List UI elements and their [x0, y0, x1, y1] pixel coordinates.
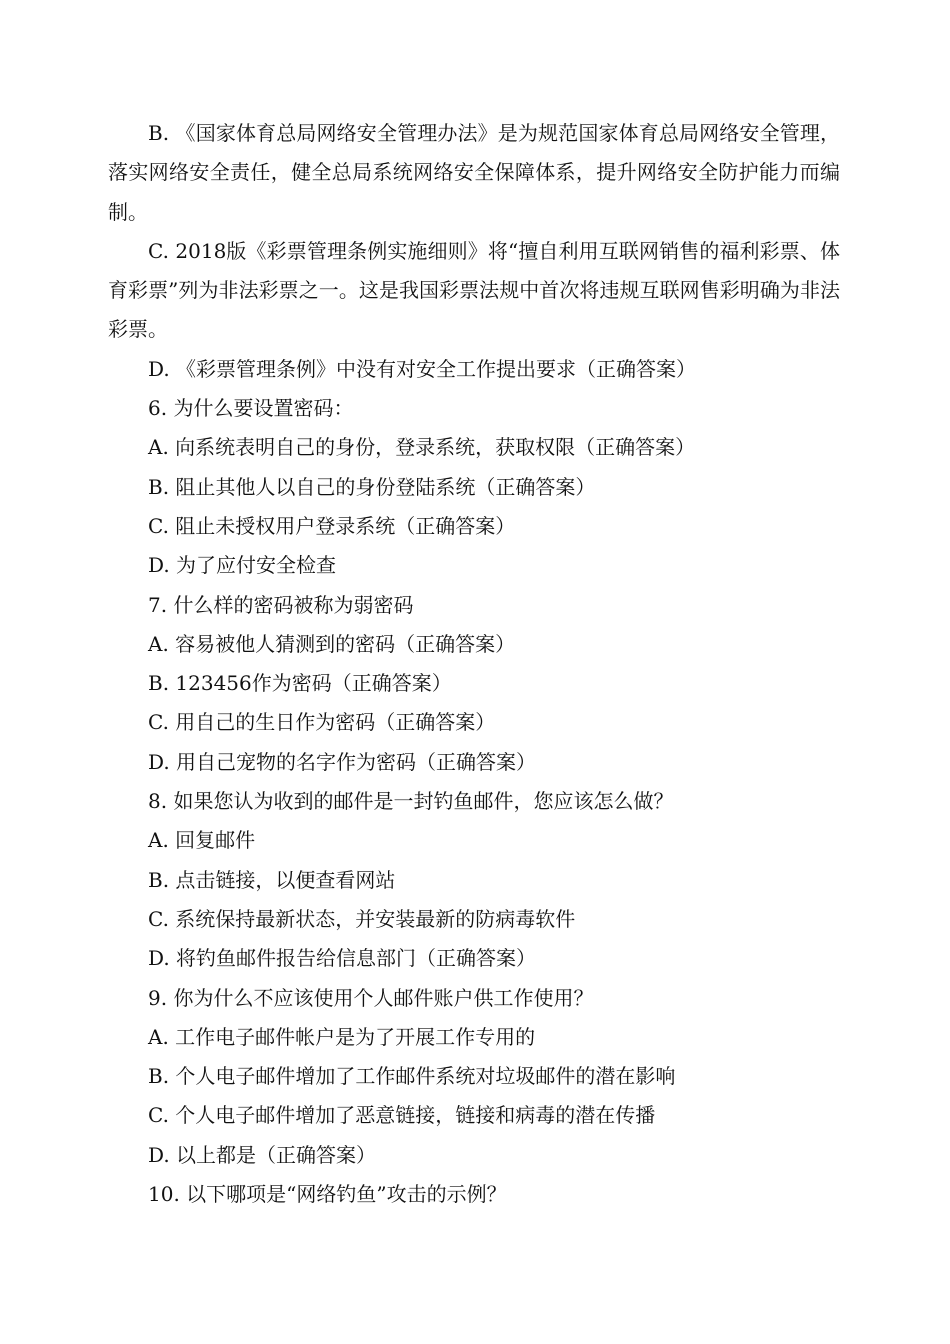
question-9: 9. 你为什么不应该使用个人邮件账户供工作使用？: [148, 985, 594, 1010]
question-9-option-d: D. 以上都是（正确答案）: [148, 1142, 377, 1167]
paragraph-option-b-sports-admin: B. 《国家体育总局网络安全管理办法》是为规范国家体育总局网络安全管理，落实网络安全责任，健全总局系统网络安全保障体系，提升网络安全防护能力而编制。: [108, 121, 840, 224]
question-6-option-c: C. 阻止未授权用户登录系统（正确答案）: [148, 513, 516, 538]
document-body: [108, 114, 840, 1214]
question-6-option-d: D. 为了应付安全检查: [148, 553, 337, 578]
question-7-option-c: C. 用自己的生日作为密码（正确答案）: [148, 710, 496, 735]
question-9-option-a: A. 工作电子邮件帐户是为了开展工作专用的: [148, 1024, 536, 1049]
question-6: 6. 为什么要设置密码：: [148, 396, 354, 421]
question-7-option-b: B. 123456作为密码（正确答案）: [148, 671, 452, 696]
question-7: 7. 什么样的密码被称为弱密码: [148, 592, 414, 617]
question-7-option-d: D. 用自己宠物的名字作为密码（正确答案）: [148, 749, 537, 774]
question-6-option-a: A. 向系统表明自己的身份，登录系统，获取权限（正确答案）: [148, 435, 696, 460]
question-9-option-b: B. 个人电子邮件增加了工作邮件系统对垃圾邮件的潜在影响: [148, 1064, 676, 1089]
question-8-option-d: D. 将钓鱼邮件报告给信息部门（正确答案）: [148, 946, 537, 971]
question-10: 10. 以下哪项是“网络钓鱼”攻击的示例？: [148, 1182, 507, 1207]
paragraph-option-d-lottery-regulation: D. 《彩票管理条例》中没有对安全工作提出要求（正确答案）: [148, 356, 697, 381]
question-6-option-b: B. 阻止其他人以自己的身份登陆系统（正确答案）: [148, 474, 596, 499]
question-8: 8. 如果您认为收到的邮件是一封钓鱼邮件，您应该怎么做？: [148, 789, 674, 814]
paragraph-option-c-lottery-rules: C. 2018版《彩票管理条例实施细则》将“擅自利用互联网销售的福利彩票、体育彩票”列为非法彩票之一。这是我国彩票法规中首次将违规互联网售彩明确为非法彩票。: [108, 238, 840, 342]
question-7-option-a: A. 容易被他人猜测到的密码（正确答案）: [148, 631, 516, 656]
question-8-option-b: B. 点击链接，以便查看网站: [148, 867, 396, 892]
question-8-option-a: A. 回复邮件: [148, 828, 256, 853]
question-9-option-c: C. 个人电子邮件增加了恶意链接，链接和病毒的潜在传播: [148, 1103, 656, 1128]
question-8-option-c: C. 系统保持最新状态，并安装最新的防病毒软件: [148, 906, 576, 931]
